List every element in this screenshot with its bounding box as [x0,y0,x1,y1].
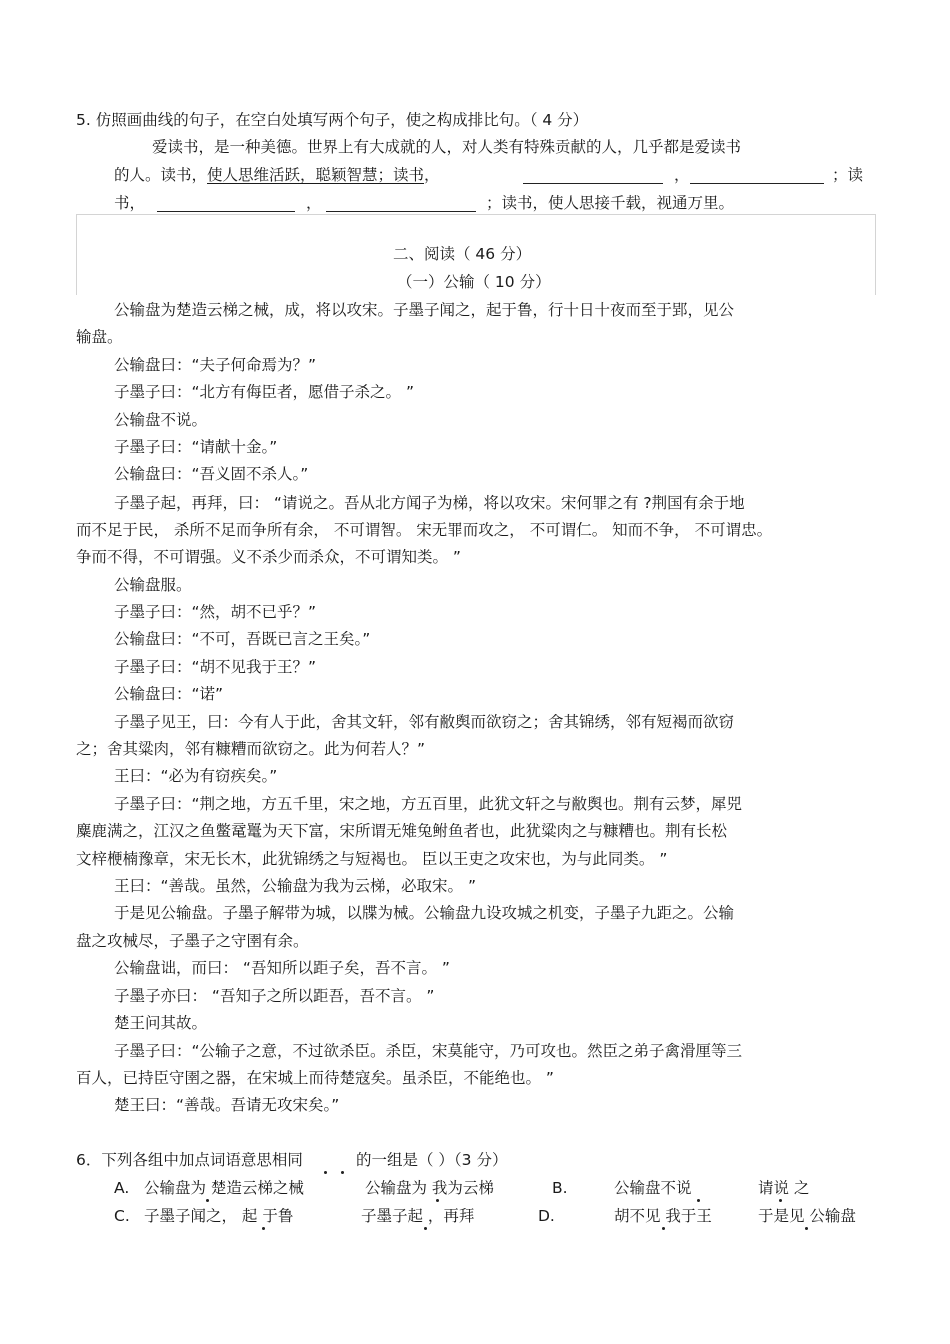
q6-option-a-2: 公输盘为 我为云梯 [365,1179,494,1197]
passage-line: 输盘。 [76,328,123,346]
passage-line: 公输盘曰：“吾义固不杀人。” [114,465,309,483]
passage-line: 子墨子曰：“然，胡不已乎？” [114,603,317,621]
passage-line: 王曰：“必为有窃疾矣。” [114,767,278,785]
passage-line: 争而不得，不可谓强。义不杀少而杀众，不可谓知类。 ” [76,548,461,566]
passage-line: 公输盘诎，而曰： “吾知所以距子矣，吾不言。 ” [114,959,450,977]
passage-line: 子墨子见王，曰：今有人于此，舍其文轩，邻有敝舆而欲窃之；舍其锦绣，邻有短褐而欲窃 [114,713,735,731]
passage-line: 子墨子起，再拜，曰： “请说之。吾从北方闻子为梯，将以攻宋。宋何罪之有 ?荆国有余于地 [114,494,745,512]
q5-line2 [114,165,440,185]
passage-line: 子墨子曰：“胡不见我于王？” [114,658,317,676]
q6-option-b-2: 请说 之 [758,1179,810,1197]
passage-line: 盘之攻械尽，子墨子之守圉有余。 [76,932,309,950]
q5-line1: 爱读书，是一种美德。世界上有大成就的人，对人类有特殊贡献的人，几乎都是爱读书 [152,138,742,156]
emphasis-dot [697,1199,700,1202]
passage-line: 子墨子曰：“请献十金。” [114,438,278,456]
q5-semi-1: ；读 [832,166,864,184]
passage-line: 公输盘曰：“夫子何命焉为？” [114,356,317,374]
q6-stem-a: 6．下列各组中加点词语意思相同 [76,1151,303,1169]
passage-title: （一）公输（ 10 分） [397,273,551,291]
q6-option-a-label[interactable]: A. [114,1179,130,1197]
section-title: 二、阅读（ 46 分） [393,245,532,263]
q5-stem: 5. 仿照画曲线的句子，在空白处填写两个句子，使之构成排比句。（ 4 分） [76,111,589,129]
passage-line: 麋鹿满之，江汉之鱼鳖鼋鼍为天下富，宋所谓无雉兔鲋鱼者也，此犹粱肉之与糠糟也。荆有长松 [76,822,728,840]
passage-line: 于是见公输盘。子墨子解带为城，以牒为械。公输盘九设攻城之机变，子墨子九距之。公输 [114,904,735,922]
q6-option-a-1: 公输盘为 楚造云梯之械 [144,1179,304,1197]
passage-line: 而不足于民， 杀所不足而争所有余， 不可谓智。 宋无罪而攻之， 不可谓仁。 知而不争， 不可谓忠。 [76,521,773,539]
q5-line3-post: ；读书，使人思接千载，视通万里。 [486,194,735,212]
passage-line: 子墨子曰：“北方有侮臣者，愿借子杀之。 ” [114,383,414,401]
q6-stem-b: 的一组是（ ）（3 分） [356,1151,508,1169]
q5-blank-1a[interactable] [523,169,663,184]
passage-line: 公输盘为楚造云梯之械，成，将以攻宋。子墨子闻之，起于鲁，行十日十夜而至于郢，见公 [114,301,735,319]
emphasis-dot [262,1227,265,1230]
q6-option-d-label[interactable]: D. [538,1207,555,1225]
passage-line: 楚王曰：“善哉。吾请无攻宋矣。” [114,1096,340,1114]
q5-curved-sentence: 使人思维活跃，聪颖智慧；读书 [207,166,425,184]
passage-line: 文梓楩楠豫章，宋无长木，此犹锦绣之与短褐也。 臣以王吏之攻宋也，为与此同类。 ” [76,850,668,868]
passage-line: 王曰：“善哉。虽然，公输盘为我为云梯，必取宋。 ” [114,877,476,895]
passage-line: 公输盘不说。 [114,411,208,429]
passage-line: 公输盘曰：“不可，吾既已言之王矣。” [114,630,371,648]
emphasis-dot [206,1199,209,1202]
passage-line: 百人，已持臣守圉之器，在宋城上而待楚寇矣。虽杀臣，不能绝也。 ” [76,1069,554,1087]
emphasis-dot [424,1227,427,1230]
q6-option-c-1: 子墨子闻之， 起 于鲁 [144,1207,294,1225]
q5-line2-pre: 的人。读书， [114,166,208,184]
q6-option-d-2: 于是见 公输盘 [758,1207,856,1225]
q6-option-c-2: 子墨子起 ，再拜 [361,1207,475,1225]
passage-line: 之；舍其粱肉，邻有糠糟而欲窃之。此为何若人？” [76,740,426,758]
passage-line: 子墨子曰：“荆之地，方五千里，宋之地，方五百里，此犹文轩之与敝舆也。荆有云梦，犀兕 [114,795,743,813]
q6-option-b-1: 公输盘不说 [614,1179,692,1197]
passage-line: 公输盘服。 [114,576,192,594]
emphasis-dot [324,1171,327,1174]
emphasis-dot [662,1227,665,1230]
q5-blank-2b[interactable] [326,197,476,212]
q5-comma-2: ， [306,194,322,212]
passage-line: 公输盘曰：“诺” [114,685,224,703]
emphasis-dot [779,1199,782,1202]
emphasis-dot [805,1227,808,1230]
emphasis-dot [436,1199,439,1202]
q5-comma-1: ， [674,166,690,184]
q6-option-c-label[interactable]: C. [114,1207,130,1225]
q5-blank-1b[interactable] [690,169,824,184]
q5-line3-pre: 书， [114,194,146,212]
passage-line: 子墨子亦曰： “吾知子之所以距吾，吾不言。 ” [114,987,435,1005]
q5-line2-post: ， [424,166,440,184]
q6-option-d-1: 胡不见 我于王 [614,1207,712,1225]
passage-line: 楚王问其故。 [114,1014,208,1032]
passage-line: 子墨子曰：“公输子之意，不过欲杀臣。杀臣，宋莫能守，乃可攻也。然臣之弟子禽滑厘等三 [114,1042,743,1060]
q5-blank-2a[interactable] [157,197,295,212]
q6-option-b-label[interactable]: B. [552,1179,568,1197]
emphasis-dot [341,1171,344,1174]
